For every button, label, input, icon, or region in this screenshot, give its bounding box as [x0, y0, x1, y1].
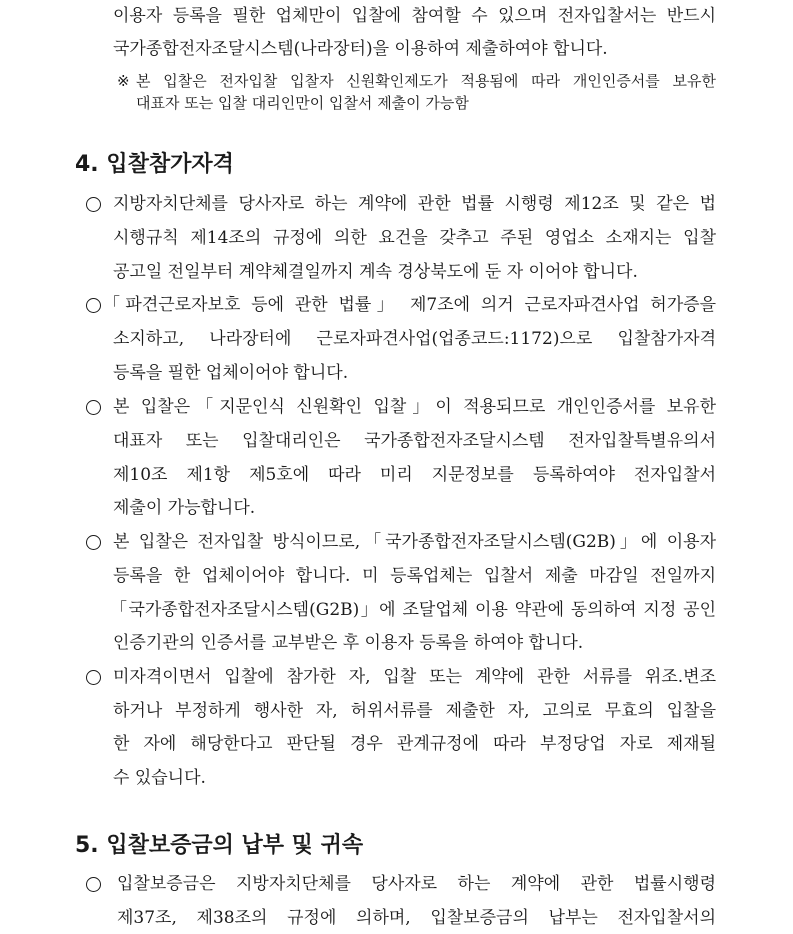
item-line: 본 입찰은 전자입찰 방식이므로,「국가종합전자조달시스템(G2B)」에 이용자 — [113, 532, 716, 552]
note-line: 대표자 또는 입찰 대리인만이 입찰서 제출이 가능함 — [136, 94, 469, 112]
note-mark: ※ — [117, 72, 130, 90]
item-line: 제출이 가능합니다. — [113, 498, 256, 518]
section-heading: 5. 입찰보증금의 납부 및 귀속 — [75, 833, 364, 858]
note-line: 본 입찰은 전자입찰 입찰자 신원확인제도가 적용됨에 따라 개인인증서를 보유한 — [136, 72, 716, 90]
circle-bullet-icon — [86, 197, 101, 212]
item-line: 공고일 전일부터 계약체결일까지 계속 경상북도에 둔 자 이어야 합니다. — [113, 262, 638, 282]
item-line: 제37조, 제38조의 규정에 의하며, 입찰보증금의 납부는 전자입찰서의 — [117, 908, 716, 928]
item-line: 지방자치단체를 당사자로 하는 계약에 관한 법률 시행령 제12조 및 같은 법 — [113, 194, 716, 214]
item-line: 제10조 제1항 제5호에 따라 미리 지문정보를 등록하여야 전자입찰서 — [113, 465, 716, 485]
circle-bullet-icon — [86, 535, 101, 550]
item-line: 수 있습니다. — [113, 768, 206, 788]
circle-bullet-icon — [86, 400, 101, 415]
item-line: 소지하고, 나라장터에 근로자파견사업(업종코드:1172)으로 입찰참가자격 — [113, 329, 716, 349]
item-line: 「파견근로자보호 등에 관한 법률」 제7조에 의거 근로자파견사업 허가증을 — [103, 295, 716, 315]
item-line: 대표자 또는 입찰대리인은 국가종합전자조달시스템 전자입찰특별유의서 — [113, 431, 716, 451]
item-line: 등록을 한 업체이어야 합니다. 미 등록업체는 입찰서 제출 마감일 전일까지 — [113, 566, 716, 586]
item-line: 한 자에 해당한다고 판단될 경우 관계규정에 따라 부정당업 자로 제재될 — [113, 734, 716, 754]
circle-bullet-icon — [86, 877, 101, 892]
intro-line: 국가종합전자조달시스템(나라장터)을 이용하여 제출하여야 합니다. — [113, 39, 608, 59]
item-line: 미자격이면서 입찰에 참가한 자, 입찰 또는 계약에 관한 서류를 위조.변조 — [113, 667, 716, 687]
item-line: 하거나 부정하게 행사한 자, 허위서류를 제출한 자, 고의로 무효의 입찰을 — [113, 701, 716, 721]
section-heading: 4. 입찰참가자격 — [75, 152, 234, 177]
intro-line: 이용자 등록을 필한 업체만이 입찰에 참여할 수 있으며 전자입찰서는 반드시 — [113, 6, 716, 26]
item-line: 본 입찰은「지문인식 신원확인 입찰」이 적용되므로 개인인증서를 보유한 — [113, 397, 716, 417]
circle-bullet-icon — [86, 298, 101, 313]
item-line: 「국가종합전자조달시스템(G2B)」에 조달업체 이용 약관에 동의하여 지정 공인 — [110, 600, 716, 620]
item-line: 시행규칙 제14조의 규정에 의한 요건을 갖추고 주된 영업소 소재지는 입찰 — [113, 228, 716, 248]
item-line: 등록을 필한 업체이어야 합니다. — [113, 363, 349, 383]
item-line: 입찰보증금은 지방자치단체를 당사자로 하는 계약에 관한 법률시행령 — [117, 874, 716, 894]
circle-bullet-icon — [86, 670, 101, 685]
item-line: 인증기관의 인증서를 교부받은 후 이용자 등록을 하여야 합니다. — [113, 633, 584, 653]
